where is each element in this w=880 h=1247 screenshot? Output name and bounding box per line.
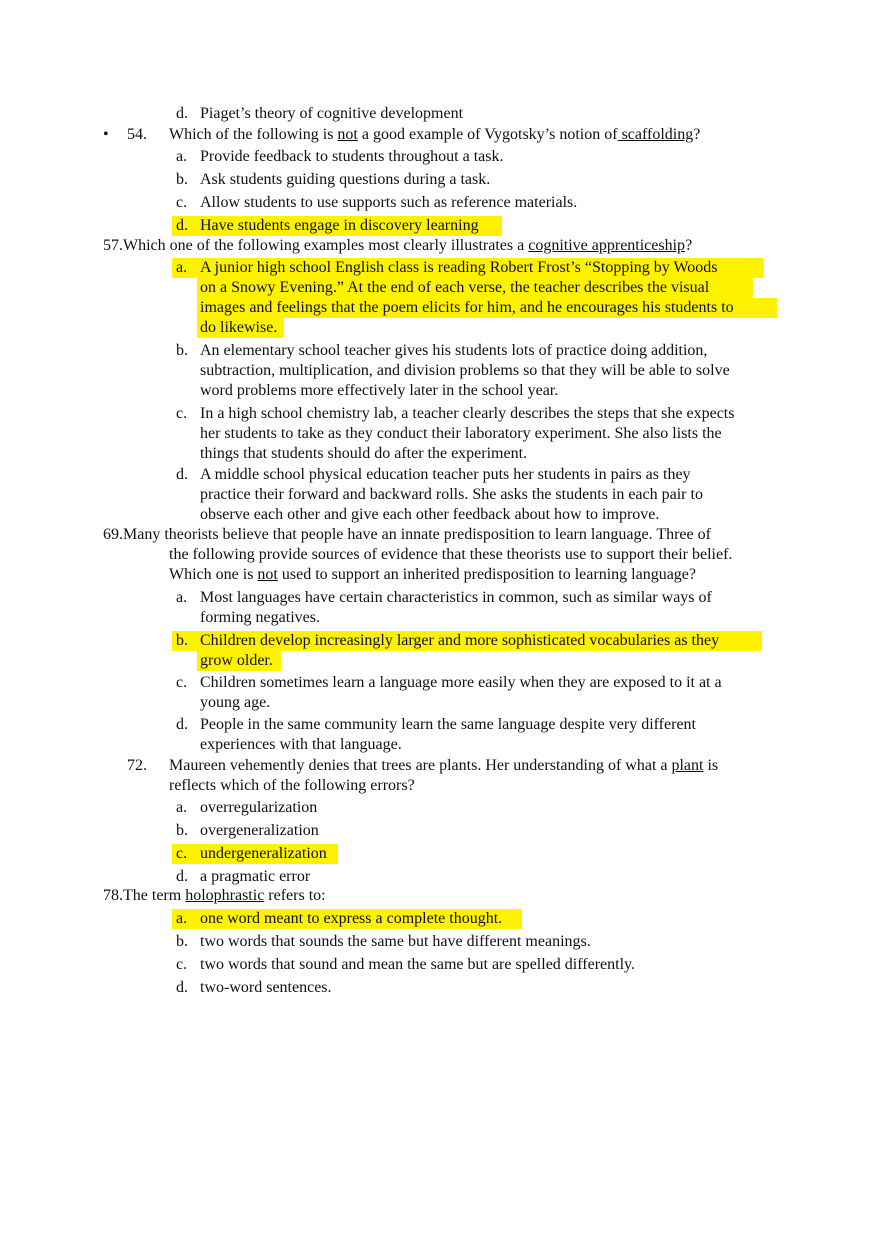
- highlight-line: [197, 278, 753, 298]
- option-text: experiences with that language.: [200, 736, 402, 753]
- option-label: b.: [176, 632, 188, 649]
- option-label: a.: [176, 589, 188, 606]
- option-text: one word meant to express a complete thought.: [200, 910, 503, 927]
- question-text: refers to:: [264, 887, 326, 904]
- option-text: subtraction, multiplication, and division problems so that they will be able to solve: [200, 362, 730, 379]
- option-text: Ask students guiding questions during a task.: [200, 171, 491, 188]
- option-text: An elementary school teacher gives his students lots of practice doing addition,: [200, 342, 708, 359]
- option-text: two words that sounds the same but have different meanings.: [200, 933, 591, 950]
- option-label: d.: [176, 716, 188, 733]
- q54-option-d-highlighted: [172, 216, 502, 236]
- option-text: images and feelings that the poem elicits for him, and he encourages his students to: [200, 299, 734, 316]
- highlight-line: [172, 631, 762, 651]
- option-label: d.: [176, 979, 188, 996]
- option-text: two-word sentences.: [200, 979, 332, 996]
- highlight-line: [172, 258, 764, 278]
- option-text: overgeneralization: [200, 822, 319, 839]
- question-57-stem: [103, 236, 692, 256]
- question-text: Which of the following is not a good example of Vygotsky’s notion of scaffolding?: [169, 126, 701, 143]
- option-text: young age.: [200, 694, 271, 711]
- highlight-line: [197, 298, 777, 318]
- option-text: things that students should do after the experiment.: [200, 445, 528, 462]
- option-text: practice their forward and backward rolls. She asks the students in each pair to: [200, 486, 703, 503]
- option-text: Provide feedback to students throughout a task.: [200, 148, 504, 165]
- option-label: a.: [176, 259, 188, 276]
- option-text: Have students engage in discovery learning: [200, 217, 479, 234]
- highlight-line: [197, 651, 281, 671]
- question-text: reflects which of the following errors?: [169, 777, 415, 794]
- bullet-icon: •: [103, 126, 109, 143]
- question-number: 72.: [127, 757, 147, 774]
- option-text: undergeneralization: [200, 845, 327, 862]
- option-label: c.: [176, 956, 188, 973]
- option-text: Children sometimes learn a language more easily when they are exposed to it at a: [200, 674, 722, 691]
- option-text: word problems more effectively later in the school year.: [200, 382, 559, 399]
- option-label: a.: [176, 148, 188, 165]
- question-text: Maureen vehemently denies that trees are plants. Her understanding of what a plant is: [169, 757, 719, 774]
- option-label: a.: [176, 910, 188, 927]
- underlined-term: holophrastic: [185, 887, 265, 904]
- option-label: d.: [176, 217, 188, 234]
- option-label: d.: [176, 868, 188, 885]
- option-label: c.: [176, 194, 188, 211]
- option-text: A junior high school English class is reading Robert Frost’s “Stopping by Woods: [200, 259, 718, 276]
- question-text: 57.Which one of the following examples most clearly illustrates a: [103, 237, 529, 254]
- option-text: grow older.: [200, 652, 273, 669]
- option-text: forming negatives.: [200, 609, 320, 626]
- question-text: 78.The term: [103, 887, 186, 904]
- option-text: Children develop increasingly larger and more sophisticated vocabularies as they: [200, 632, 720, 649]
- option-label: c.: [176, 674, 188, 691]
- option-text: a pragmatic error: [200, 868, 311, 885]
- option-text: overregularization: [200, 799, 318, 816]
- option-text: her students to take as they conduct their laboratory experiment. She also lists the: [200, 425, 722, 442]
- underlined-term: cognitive apprenticeship: [528, 237, 686, 254]
- option-text: do likewise.: [200, 319, 278, 336]
- q72-option-c-highlighted: [172, 844, 338, 864]
- option-text: In a high school chemistry lab, a teacher clearly describes the steps that she expects: [200, 405, 735, 422]
- option-text: Most languages have certain characteristics in common, such as similar ways of: [200, 589, 712, 606]
- question-text: Which one is not used to support an inherited predisposition to learning language?: [169, 566, 696, 583]
- option-label: d.: [176, 466, 188, 483]
- option-text: Allow students to use supports such as reference materials.: [200, 194, 578, 211]
- option-label: c.: [176, 845, 188, 862]
- option-label: b.: [176, 342, 188, 359]
- option-text: A middle school physical education teacher puts her students in pairs as they: [200, 466, 691, 483]
- question-text: the following provide sources of evidence that these theorists use to support their belief.: [169, 546, 733, 563]
- option-text: Piaget’s theory of cognitive development: [200, 105, 464, 122]
- option-text: People in the same community learn the same language despite very different: [200, 716, 696, 733]
- option-label: b.: [176, 171, 188, 188]
- option-label: c.: [176, 405, 188, 422]
- option-label: d.: [176, 105, 188, 122]
- question-mark: ?: [685, 237, 693, 254]
- option-text: two words that sound and mean the same but are spelled differently.: [200, 956, 635, 973]
- option-label: b.: [176, 822, 188, 839]
- option-label: a.: [176, 799, 188, 816]
- question-78-stem: [103, 886, 326, 906]
- highlight-line: [197, 318, 284, 338]
- question-number: 54.: [127, 126, 147, 143]
- option-label: b.: [176, 933, 188, 950]
- option-text: on a Snowy Evening.” At the end of each verse, the teacher describes the visual: [200, 279, 710, 296]
- question-text: 69.Many theorists believe that people have an innate predisposition to learn language. Three of: [103, 526, 711, 543]
- option-text: observe each other and give each other feedback about how to improve.: [200, 506, 660, 523]
